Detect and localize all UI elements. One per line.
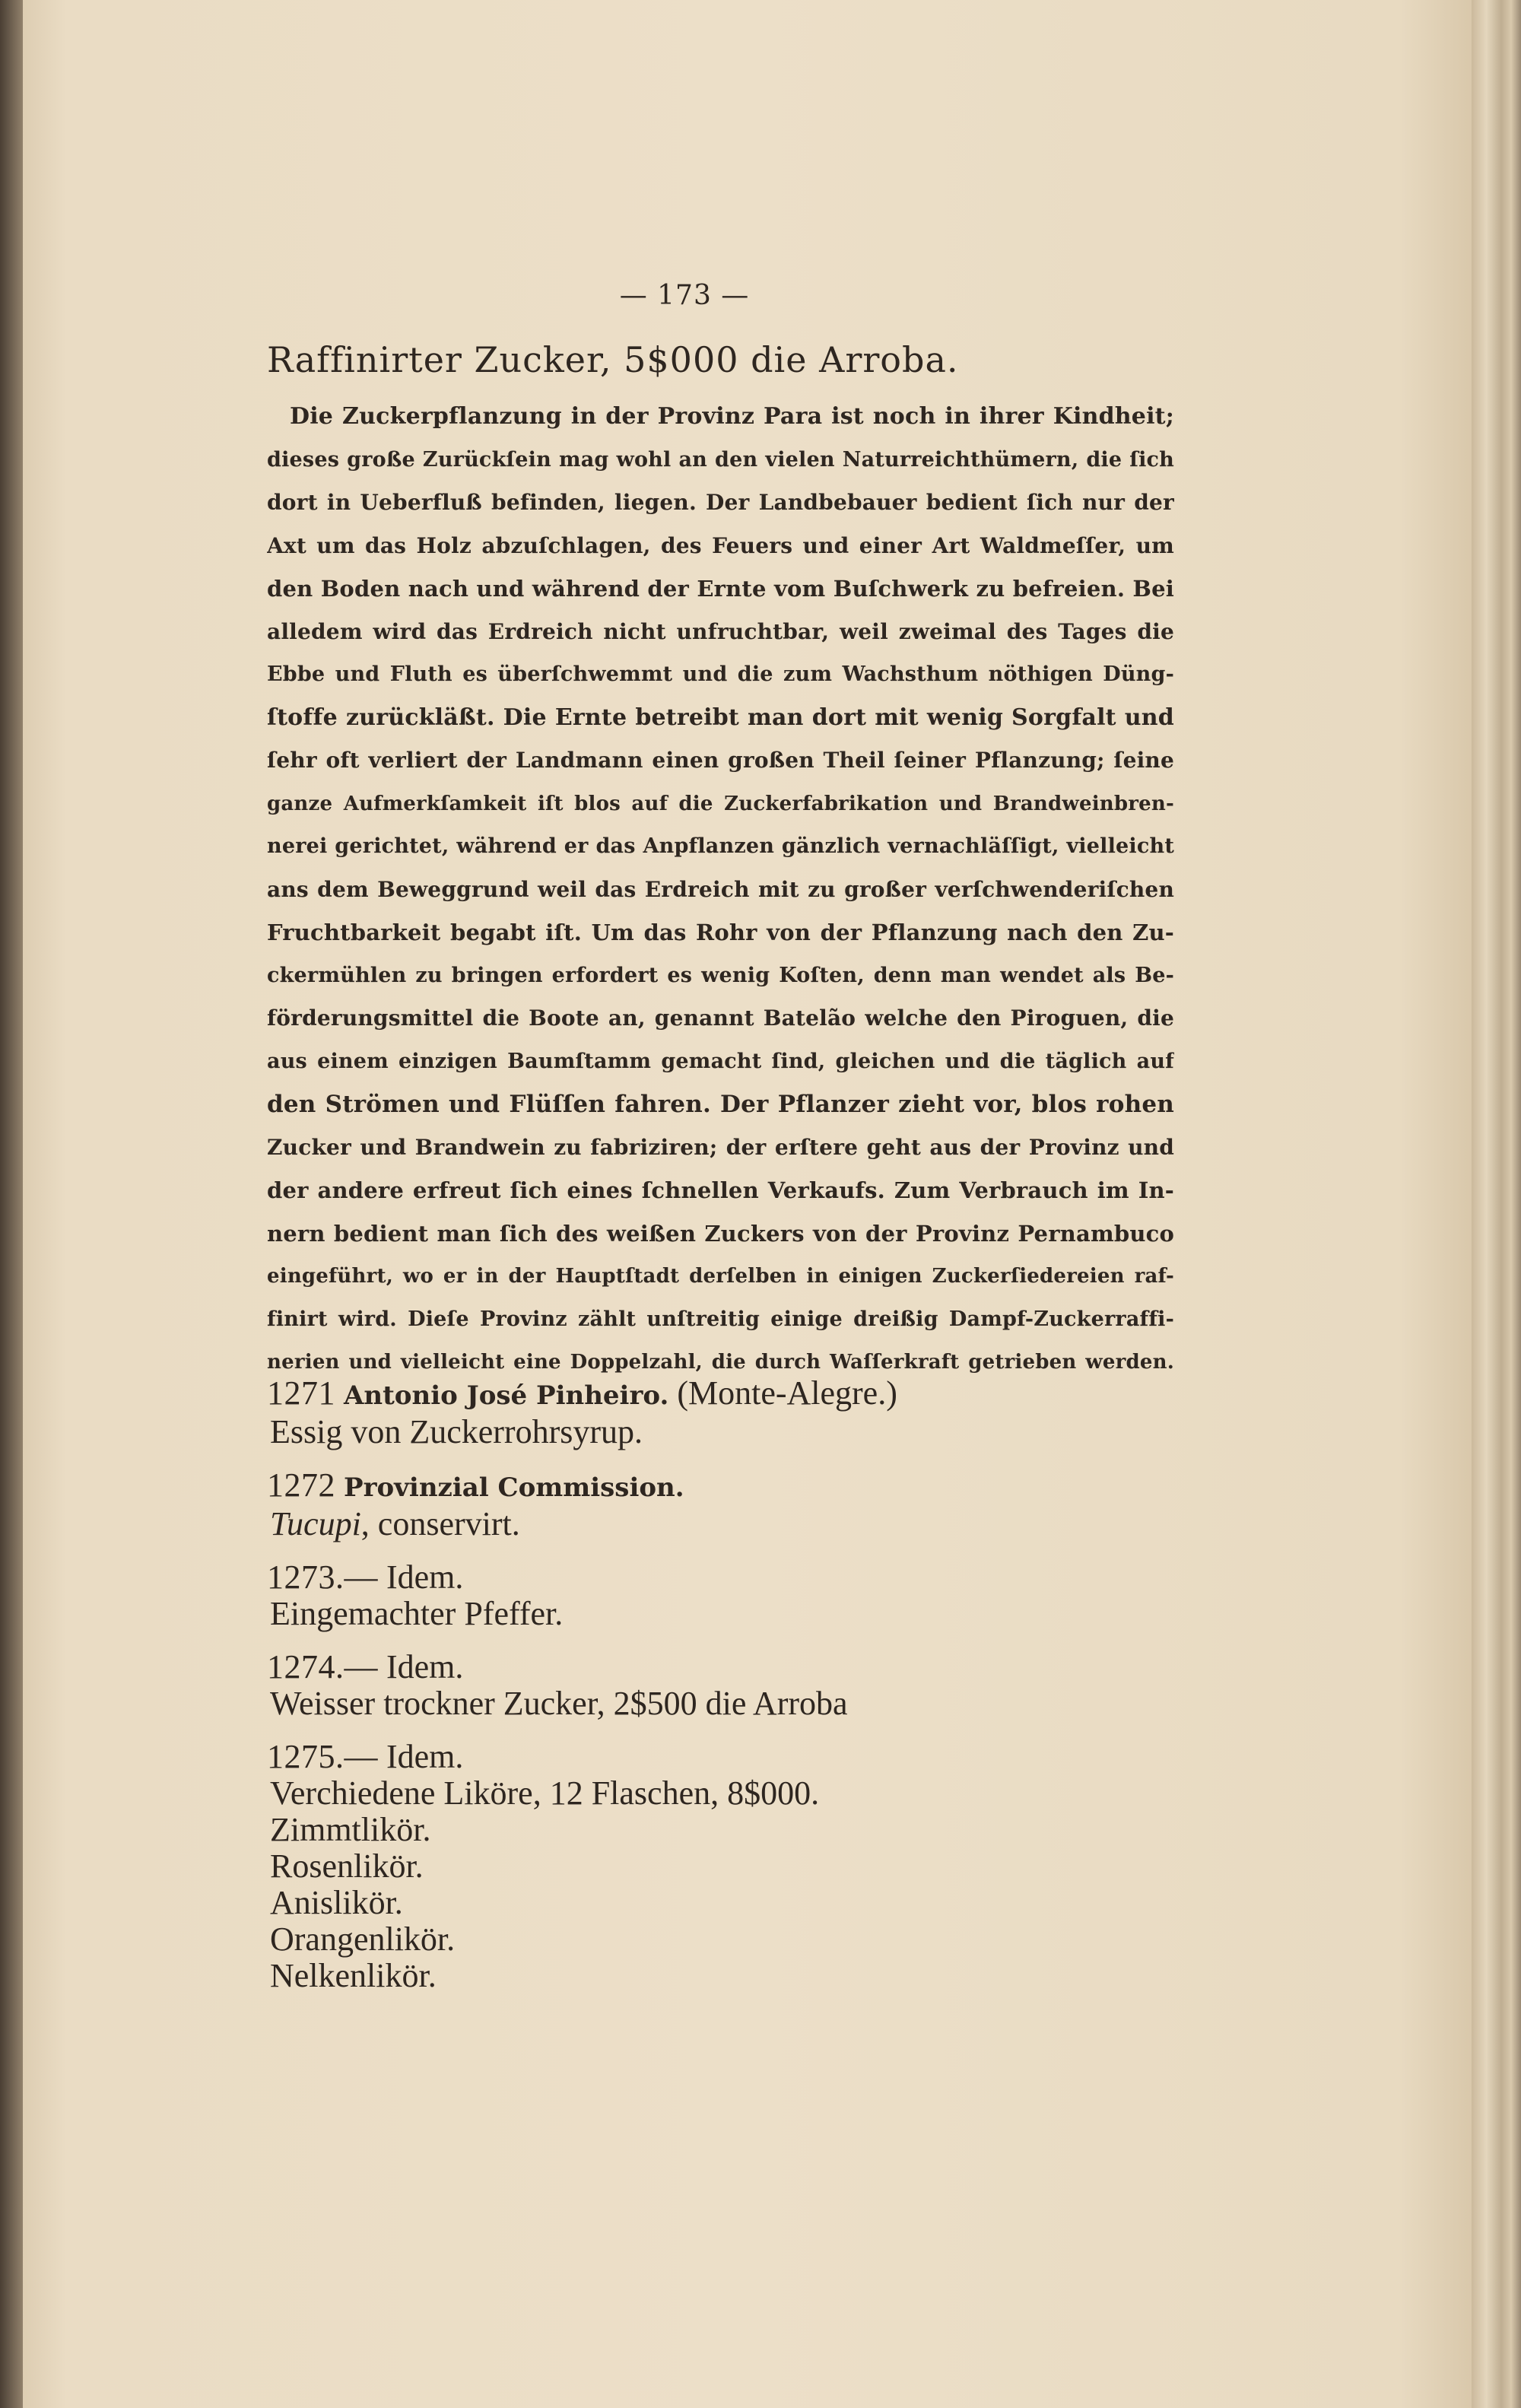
- entry-item: [267, 1506, 1256, 1542]
- paragraph-line: der andere erfreut ſich eines ſchnellen Verkaufs. Zum Verbrauch im In-: [267, 1177, 1174, 1203]
- entry-number: 1271: [267, 1374, 335, 1412]
- paragraph: [267, 396, 1174, 1384]
- paragraph-line: ans dem Beweggrund weil das Erdreich mit zu großer verſchwenderiſchen: [267, 876, 1174, 902]
- page-number: — 173 —: [619, 280, 750, 311]
- paragraph-line: nerien und vielleicht eine Doppelzahl, die durch Waſſerkraft getrieben werden.: [267, 1351, 1174, 1374]
- catalogue-entries: [267, 1375, 1256, 2011]
- entry-item: Anislikör.: [270, 1884, 403, 1921]
- entry-donor: Idem.: [386, 1738, 464, 1775]
- paragraph-line: den Boden nach und während der Ernte vom Buſchwerk zu befreien. Bei: [267, 576, 1174, 602]
- paragraph-line: Ebbe und Fluth es überſchwemmt und die zum Wachsthum nöthigen Düng-: [267, 662, 1174, 686]
- entry-item: Weisser trockner Zucker, 2$500 die Arroba: [270, 1685, 848, 1722]
- entry-item: Zimmtlikör.: [270, 1811, 431, 1848]
- paragraph-line: finirt wird. Dieſe Provinz zählt unſtreitig einige dreißig Dampf-Zuckerraffi-: [267, 1307, 1174, 1331]
- entry-1271: [267, 1375, 1256, 1450]
- paragraph-line: nerei gerichtet, während er das Anpflanzen gänzlich vernachläſſigt, vielleicht: [267, 834, 1174, 858]
- entry-1274: [267, 1649, 1256, 1722]
- entry-1275: [267, 1739, 1256, 1994]
- entry-number: 1274.—: [267, 1648, 378, 1685]
- paragraph-line: Zucker und Brandwein zu fabriziren; der erſtere geht aus der Provinz und: [267, 1134, 1174, 1160]
- entry-donor: Idem.: [386, 1558, 464, 1596]
- entry-place: (Monte-Alegre.): [677, 1374, 897, 1412]
- paragraph-line: dort in Ueberfluß befinden, liegen. Der Landbebauer bedient ſich nur der: [267, 490, 1174, 515]
- paragraph-line: den Strömen und Flüſſen fahren. Der Pflanzer zieht vor, blos rohen: [267, 1091, 1174, 1118]
- entry-number: 1272: [267, 1466, 335, 1504]
- section-heading: Raffinirter Zucker, 5$000 die Arroba.: [267, 339, 959, 380]
- entry-item-rest: , conservirt.: [360, 1505, 520, 1542]
- entry-number: 1275.—: [267, 1738, 378, 1775]
- entry-item-italic: Tucupi: [270, 1505, 361, 1542]
- entry-item: Verchiedene Liköre, 12 Flaschen, 8$000.: [270, 1774, 820, 1812]
- entry-donor: Antonio José Pinheiro.: [344, 1380, 669, 1411]
- paragraph-line: förderungsmittel die Boote an, genannt Batelão welche den Piroguen, die: [267, 1005, 1174, 1031]
- paragraph-line: ſehr oft verliert der Landmann einen großen Theil ſeiner Pflanzung; ſeine: [267, 748, 1174, 773]
- paragraph-line: aus einem einzigen Baumſtamm gemacht ſind, gleichen und die täglich auf: [267, 1049, 1174, 1073]
- paragraph-line: alledem wird das Erdreich nicht unfruchtbar, weil zweimal des Tages die: [267, 618, 1174, 644]
- page-edges: [1472, 0, 1521, 2408]
- entry-number: 1273.—: [267, 1558, 378, 1596]
- paragraph-line: eingeführt, wo er in der Hauptſtadt derſelben in einigen Zuckerſiedereien raf-: [267, 1265, 1174, 1288]
- paragraph-line: ganze Aufmerkſamkeit iſt blos auf die Zuckerfabrikation und Brandweinbren-: [267, 792, 1174, 815]
- paragraph-line: Die Zuckerpflanzung in der Provinz Para ist noch in ihrer Kindheit;: [290, 403, 1174, 430]
- paragraph-line: nern bedient man ſich des weißen Zuckers von der Provinz Pernambuco: [267, 1220, 1174, 1247]
- entry-item: Rosenlikör.: [270, 1847, 424, 1885]
- paragraph-line: Axt um das Holz abzuſchlagen, des Feuers und einer Art Waldmeſſer, um: [267, 532, 1174, 558]
- paragraph-line: Fruchtbarkeit begabt iſt. Um das Rohr von der Pflanzung nach den Zu-: [267, 920, 1174, 945]
- entry-1273: [267, 1559, 1256, 1632]
- entry-item: Nelkenlikör.: [270, 1957, 437, 1994]
- entry-item: Essig von Zuckerrohrsyrup.: [270, 1413, 643, 1450]
- book-spine-shadow: [0, 0, 26, 2408]
- paragraph-line: dieses große Zurückſein mag wohl an den vielen Naturreichthümern, die ſich: [267, 447, 1174, 472]
- entry-item: Orangenlikör.: [270, 1920, 456, 1958]
- entry-donor: Provinzial Commission.: [344, 1472, 684, 1503]
- paragraph-line: ſtoffe zurückläßt. Die Ernte betreibt man dort mit wenig Sorgfalt und: [267, 704, 1174, 731]
- entry-1272: [267, 1467, 1256, 1542]
- entry-donor: Idem.: [386, 1648, 464, 1685]
- entry-item: Eingemachter Pfeffer.: [270, 1595, 564, 1632]
- paragraph-line: ckermühlen zu bringen erfordert es wenig Koſten, denn man wendet als Be-: [267, 963, 1174, 987]
